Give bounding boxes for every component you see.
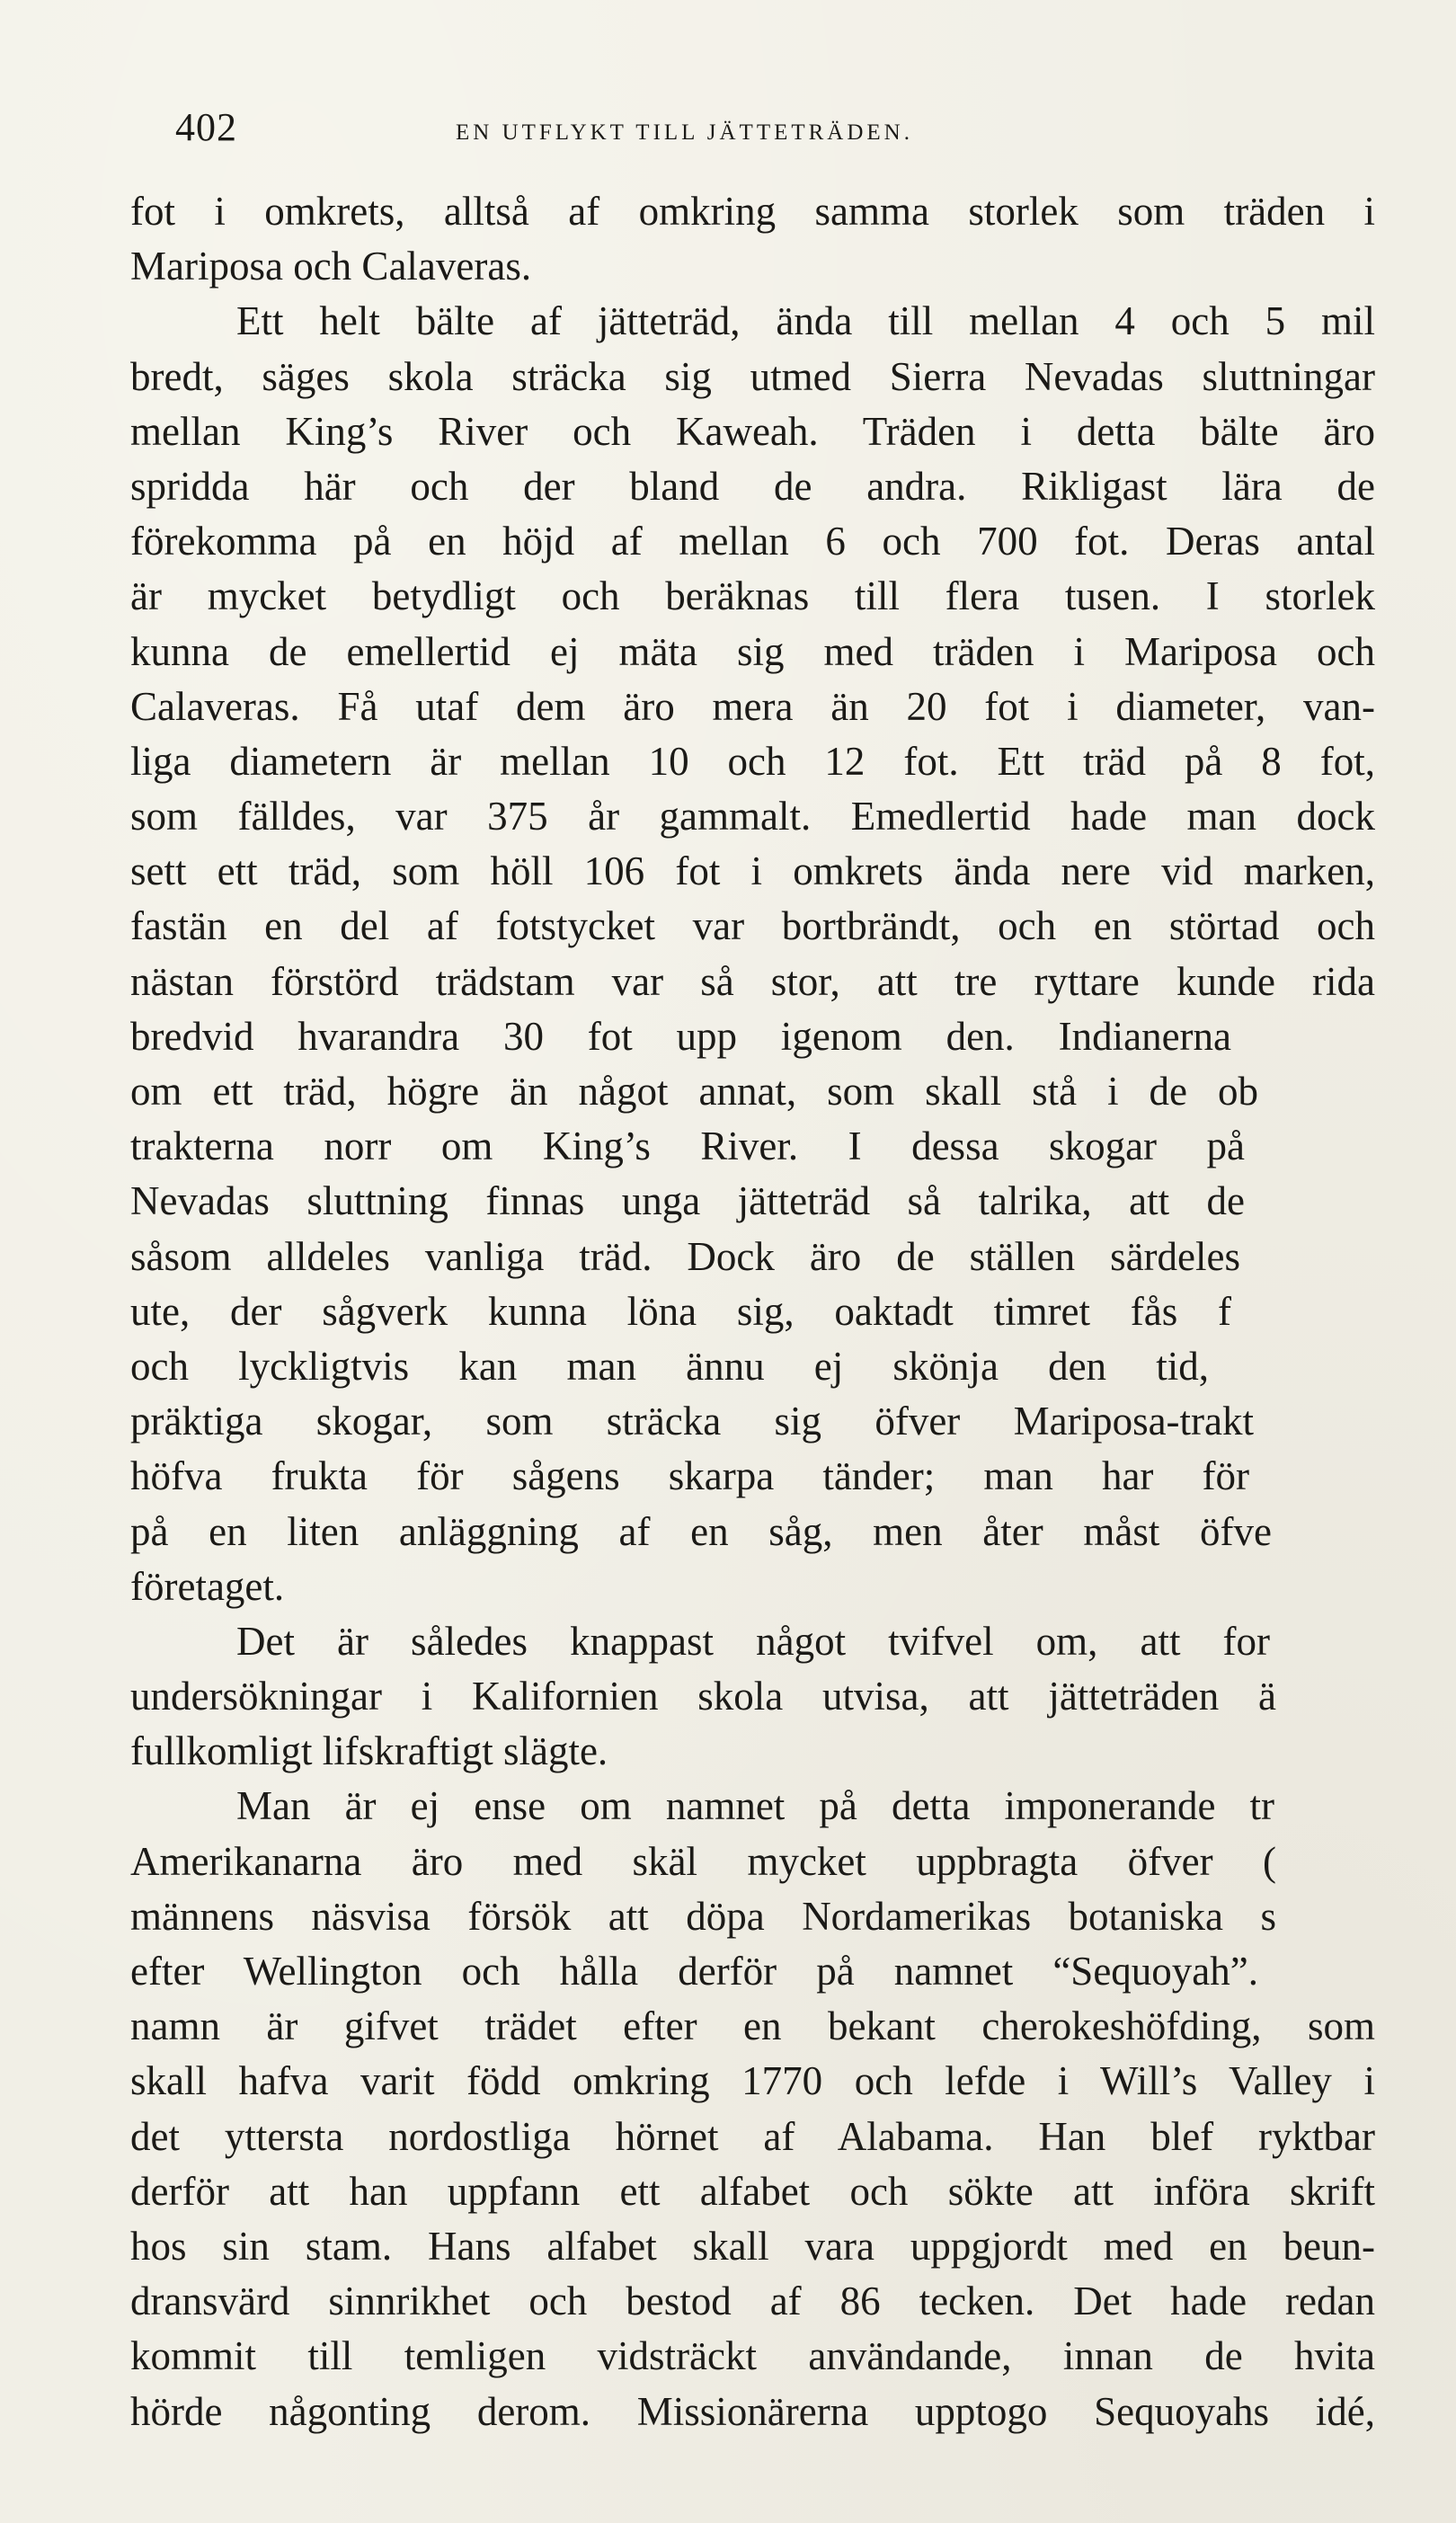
text-line: präktiga skogar, som sträcka sig öfver Mariposa-trakt bbox=[130, 1399, 1254, 1444]
text-line: på en liten anläggning af en såg, men åter måst öfve bbox=[130, 1508, 1272, 1554]
paragraph-start-line: Man är ej ense om namnet på detta imponerande tr bbox=[236, 1783, 1274, 1829]
paragraph-start-line: Det är således knappast något tvifvel om, att for bbox=[236, 1618, 1270, 1664]
text-line: sett ett träd, som höll 106 fot i omkrets ända nere vid marken, bbox=[130, 848, 1375, 894]
text-line: fastän en del af fotstycket var bortbrändt, och en störtad och bbox=[130, 903, 1375, 949]
text-line: om ett träd, högre än något annat, som skall stå i de ob bbox=[130, 1069, 1258, 1114]
text-line: liga diametern är mellan 10 och 12 fot. Ett träd på 8 fot, bbox=[130, 738, 1375, 784]
text-line: nästan förstörd trädstam var så stor, att tre ryttare kunde rida bbox=[130, 958, 1375, 1004]
text-line: skall hafva varit född omkring 1770 och lefde i Will’s Valley i bbox=[130, 2058, 1375, 2104]
text-line: derför att han uppfann ett alfabet och sökte att införa skrift bbox=[130, 2168, 1375, 2214]
text-line: Calaveras. Få utaf dem äro mera än 20 fot i diameter, van- bbox=[130, 683, 1375, 729]
text-line: bredvid hvarandra 30 fot upp igenom den. Indianerna bbox=[130, 1013, 1231, 1059]
text-line: som fälldes, var 375 år gammalt. Emedlertid hade man dock bbox=[130, 794, 1375, 840]
page-number: 402 bbox=[175, 105, 237, 149]
text-line: Amerikanarna äro med skäl mycket uppbragta öfver ( bbox=[130, 1838, 1276, 1884]
text-line: fot i omkrets, alltså af omkring samma storlek som träden i bbox=[130, 189, 1375, 234]
text-line: är mycket betydligt och beräknas till flera tusen. I storlek bbox=[130, 573, 1375, 619]
text-line: namn är gifvet trädet efter en bekant cherokeshöfding, som bbox=[130, 2003, 1375, 2049]
page-header bbox=[175, 101, 1344, 155]
text-line: bredt, säges skola sträcka sig utmed Sierra Nevadas sluttningar bbox=[130, 353, 1375, 399]
text-line: höfva frukta för sågens skarpa tänder; man har för bbox=[130, 1453, 1249, 1499]
text-line: männens näsvisa försök att döpa Nordamerikas botaniska s bbox=[130, 1893, 1276, 1939]
text-line: undersökningar i Kalifornien skola utvisa, att jätteträden ä bbox=[130, 1674, 1276, 1719]
text-line: Mariposa och Calaveras. bbox=[130, 244, 532, 289]
text-line: trakterna norr om King’s River. I dessa skogar på bbox=[130, 1124, 1245, 1169]
text-line: kunna de emellertid ej mäta sig med träden i Mariposa och bbox=[130, 628, 1375, 674]
text-line: dransvärd sinnrikhet och bestod af 86 tecken. Det hade redan bbox=[130, 2279, 1375, 2324]
text-line: mellan King’s River och Kaweah. Träden i detta bälte äro bbox=[130, 408, 1375, 454]
text-line: företaget. bbox=[130, 1563, 285, 1609]
text-line: hos sin stam. Hans alfabet skall vara uppgjordt med en beun- bbox=[130, 2223, 1375, 2269]
paragraph-start-line: Ett helt bälte af jätteträd, ända till mellan 4 och 5 mil bbox=[236, 298, 1375, 344]
text-line: kommit till temligen vidsträckt användande, innan de hvita bbox=[130, 2333, 1375, 2379]
text-line: och lyckligtvis kan man ännu ej skönja den tid, bbox=[130, 1343, 1209, 1389]
text-line: fullkomligt lifskraftigt slägte. bbox=[130, 1728, 608, 1774]
text-line: ute, der sågverk kunna löna sig, oaktadt timret fås f bbox=[130, 1288, 1231, 1334]
text-line: såsom alldeles vanliga träd. Dock äro de ställen särdeles bbox=[130, 1233, 1240, 1279]
text-line: förekomma på en höjd af mellan 6 och 700 fot. Deras antal bbox=[130, 519, 1375, 564]
text-line: efter Wellington och hålla derför på namnet “Sequoyah”. bbox=[130, 1949, 1258, 1994]
text-line: hörde någonting derom. Missionärerna upptogo Sequoyahs idé, bbox=[130, 2388, 1375, 2434]
running-head: EN UTFLYKT TILL JÄTTETRÄDEN. bbox=[456, 120, 913, 145]
body-text bbox=[130, 184, 1375, 2439]
text-line: Nevadas sluttning finnas unga jätteträd så talrika, att de bbox=[130, 1178, 1245, 1224]
text-line: det yttersta nordostliga hörnet af Alabama. Han blef ryktbar bbox=[130, 2113, 1375, 2159]
text-line: spridda här och der bland de andra. Rikligast lära de bbox=[130, 463, 1375, 509]
